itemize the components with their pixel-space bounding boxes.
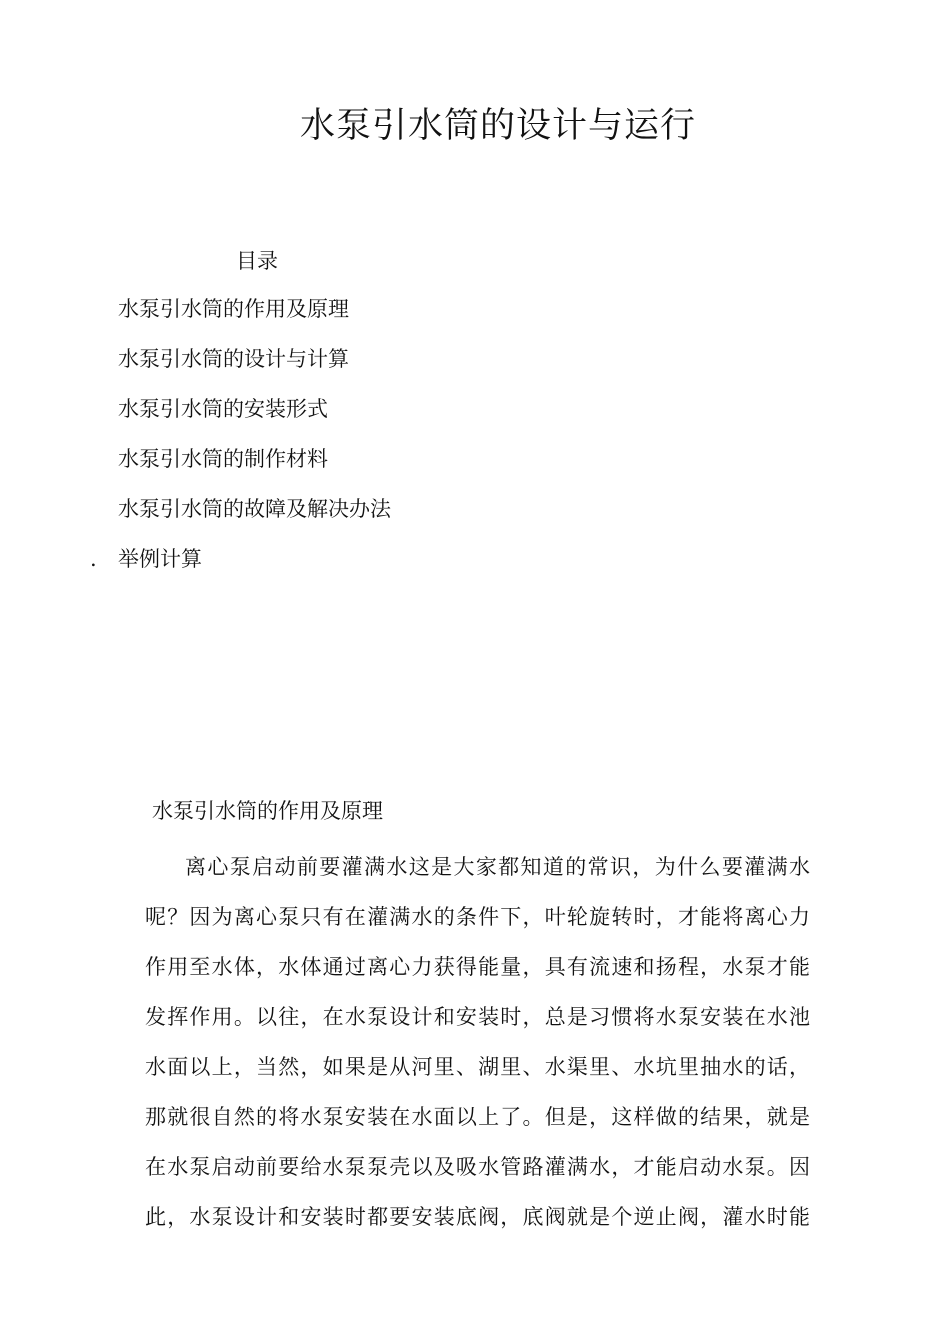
toc-item-label: 水泵引水筒的安装形式 bbox=[118, 397, 328, 421]
toc-item-marker bbox=[90, 393, 118, 443]
toc-item[interactable] bbox=[90, 543, 391, 593]
paragraph-line: 发挥作用。以往，在水泵设计和安装时，总是习惯将水泵安装在水池 bbox=[145, 1005, 810, 1029]
toc-item-marker bbox=[90, 443, 118, 493]
toc-item-label: 水泵引水筒的制作材料 bbox=[118, 447, 328, 471]
paragraph-line: 呢？因为离心泵只有在灌满水的条件下，叶轮旋转时，才能将离心力 bbox=[145, 905, 810, 929]
toc-item-label: 水泵引水筒的故障及解决办法 bbox=[118, 497, 391, 521]
paragraph-line: 水面以上，当然，如果是从河里、湖里、水渠里、水坑里抽水的话， bbox=[145, 1055, 810, 1079]
toc-item-label: 水泵引水筒的设计与计算 bbox=[118, 347, 349, 371]
paragraph-line: 在水泵启动前要给水泵泵壳以及吸水管路灌满水，才能启动水泵。因 bbox=[145, 1155, 810, 1179]
toc-item[interactable] bbox=[90, 343, 391, 393]
toc-item-marker bbox=[90, 293, 118, 343]
toc-heading: 目录 bbox=[236, 249, 278, 273]
toc-item-label: 水泵引水筒的作用及原理 bbox=[118, 297, 349, 321]
toc-item[interactable] bbox=[90, 443, 391, 493]
section-heading: 水泵引水筒的作用及原理 bbox=[152, 799, 383, 823]
toc-item-marker bbox=[90, 343, 118, 393]
document-title: 水泵引水筒的设计与运行 bbox=[300, 106, 697, 146]
table-of-contents bbox=[90, 293, 391, 593]
toc-item-marker: . bbox=[90, 547, 97, 571]
paragraph-line: 离心泵启动前要灌满水这是大家都知道的常识，为什么要灌满水 bbox=[185, 855, 810, 879]
toc-item[interactable] bbox=[90, 393, 391, 443]
toc-item[interactable] bbox=[90, 293, 391, 343]
paragraph-line: 作用至水体，水体通过离心力获得能量，具有流速和扬程，水泵才能 bbox=[145, 955, 810, 979]
paragraph-line: 此，水泵设计和安装时都要安装底阀，底阀就是个逆止阀，灌水时能 bbox=[145, 1205, 810, 1229]
paragraph-line: 那就很自然的将水泵安装在水面以上了。但是，这样做的结果，就是 bbox=[145, 1105, 810, 1129]
toc-item[interactable] bbox=[90, 493, 391, 543]
toc-item-marker bbox=[90, 493, 118, 543]
toc-item-label: 举例计算 bbox=[118, 547, 202, 571]
body-paragraph bbox=[145, 842, 810, 1242]
